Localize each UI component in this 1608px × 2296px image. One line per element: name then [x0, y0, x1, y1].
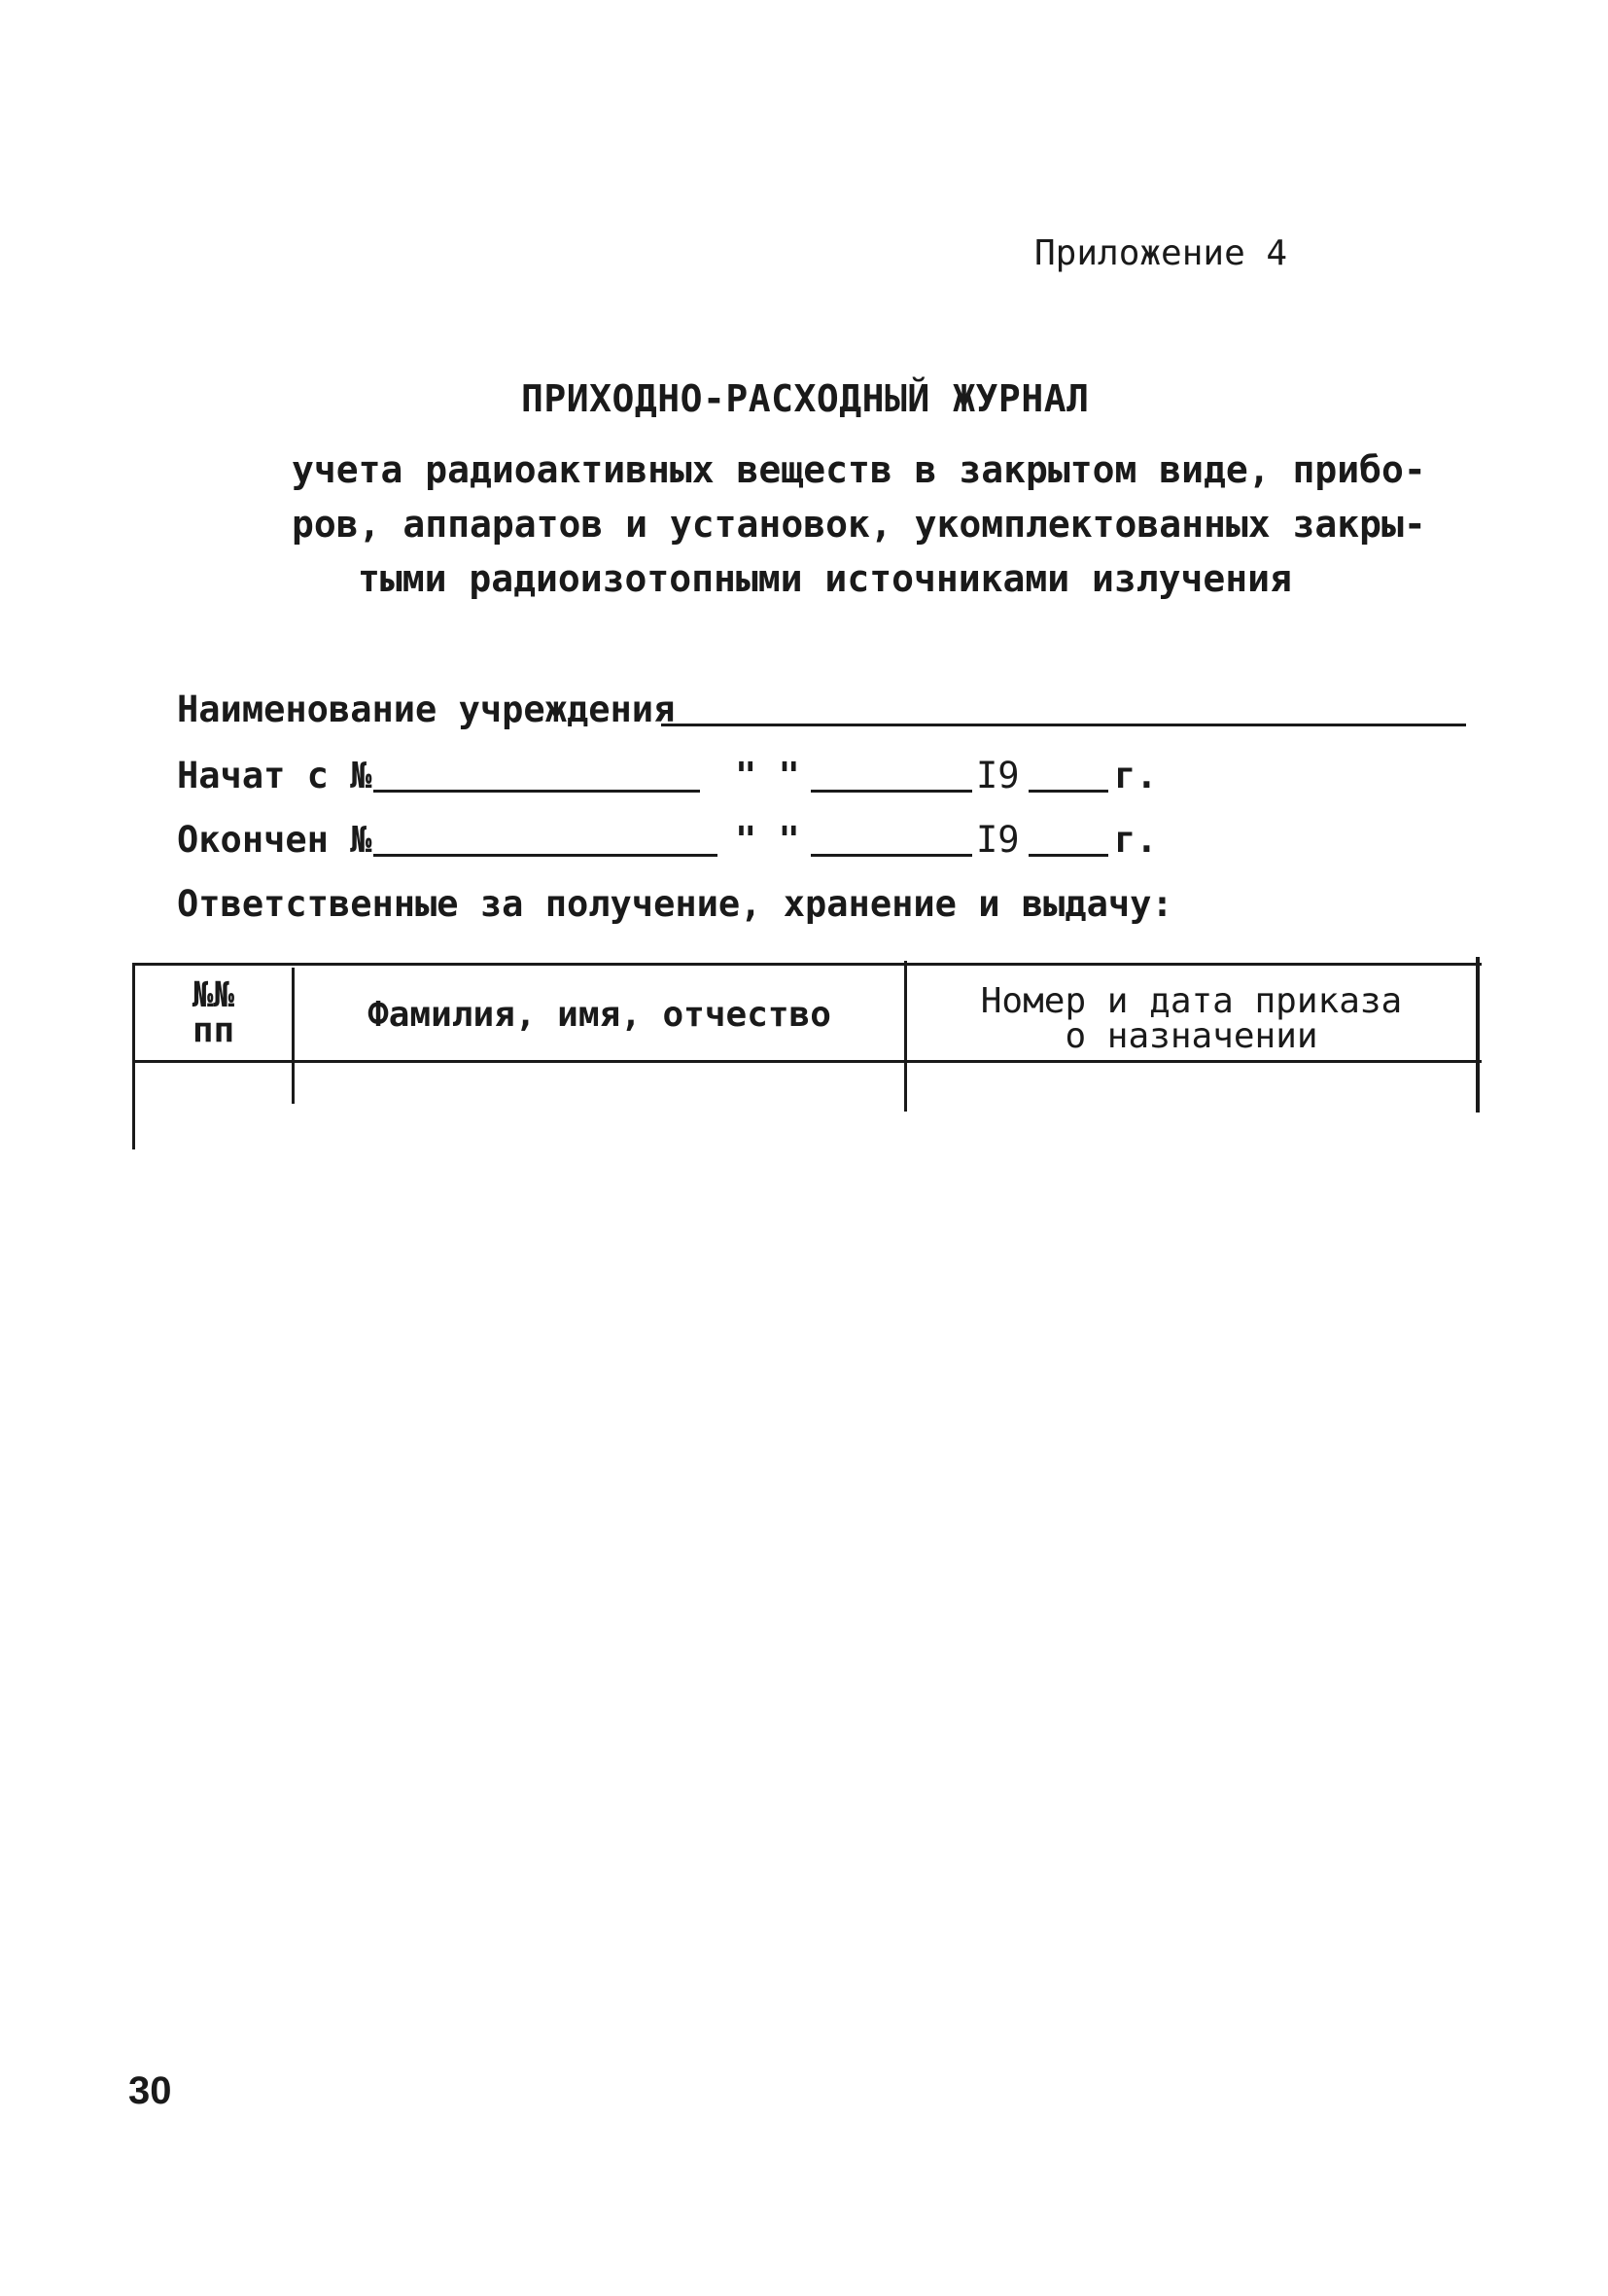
header-number: №№ пп: [192, 975, 235, 1050]
table-cell-order[interactable]: [907, 1063, 1476, 1112]
institution-label: Наименование учреждения: [177, 689, 676, 730]
table-cell-number[interactable]: [135, 1063, 292, 1150]
started-year-suffix: г.: [1114, 755, 1158, 796]
started-date-line[interactable]: [811, 790, 972, 793]
started-quotes: " ": [735, 755, 800, 796]
subtitle-line-3: тыми радиоизотопными источниками излучения: [358, 557, 1292, 600]
finished-year-suffix: г.: [1114, 819, 1158, 861]
responsible-label: Ответственные за получение, хранение и выдачу:: [177, 883, 1173, 925]
header-order: Номер и дата приказа о назначении: [980, 981, 1403, 1056]
finished-year-prefix: I9: [976, 819, 1020, 861]
table-cell-full-name[interactable]: [295, 1063, 904, 1104]
table-right-rule: [1476, 957, 1480, 1113]
journal-title: ПРИХОДНО-РАСХОДНЫЙ ЖУРНАЛ: [521, 377, 1090, 420]
institution-input-line[interactable]: [661, 724, 1466, 726]
started-year-line[interactable]: [1029, 790, 1108, 793]
page-number: 30: [128, 2069, 172, 2112]
journal-subtitle: [292, 442, 1426, 606]
appendix-label: Приложение 4: [1034, 233, 1288, 273]
started-year-prefix: I9: [976, 755, 1020, 796]
started-label: Начат с №: [177, 755, 372, 796]
subtitle-line-2: ров, аппаратов и установок, укомплектованных закры-: [292, 503, 1426, 546]
header-full-name: Фамилия, имя, отчество: [367, 995, 831, 1035]
finished-quotes: " ": [735, 819, 800, 861]
finished-label: Окончен №: [177, 819, 372, 861]
finished-date-line[interactable]: [811, 854, 972, 857]
finished-number-line[interactable]: [373, 854, 717, 857]
table-top-rule: [132, 963, 1482, 966]
started-number-line[interactable]: [373, 790, 700, 793]
subtitle-line-1: учета радиоактивных веществ в закрытом виде, прибо-: [292, 448, 1426, 491]
finished-year-line[interactable]: [1029, 854, 1108, 857]
